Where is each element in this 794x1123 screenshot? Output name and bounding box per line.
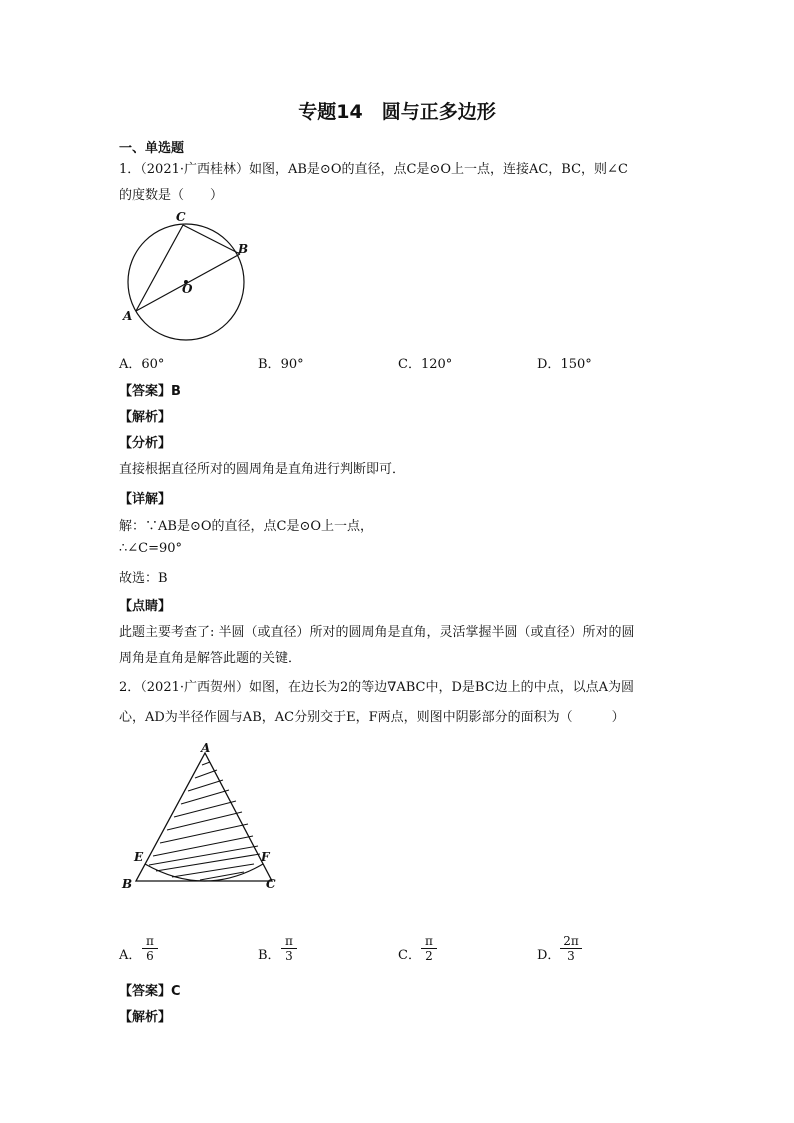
label-e: E [134, 850, 144, 864]
q1-comment-line2: 周角是直角是解答此题的关键． [119, 651, 302, 666]
q1-detail-line2: ∴∠C=90° [119, 541, 183, 556]
q2-analysis-heading: 【解析】 [119, 1010, 172, 1025]
label-o: O [182, 282, 193, 296]
label-b: B [238, 242, 249, 256]
label-b: B [122, 877, 133, 891]
page-title: 专题14 圆与正多边形 [298, 101, 496, 123]
q2-answer: 【答案】C [119, 984, 181, 999]
q2-option-c-key: C． [398, 948, 421, 963]
q1-detail-line1: 解：∵AB是⊙O的直径，点C是⊙O上一点， [119, 519, 373, 534]
q2-option-b-fraction: $\frac{\pi}{3}$ [281, 934, 297, 963]
label-c: C [176, 210, 186, 224]
q2-triangle-figure [120, 740, 290, 900]
q2-stem-line2: 心，AD为半径作圆与AB，AC分别交于E，F两点，则图中阴影部分的面积为（ ） [119, 710, 625, 725]
q1-comment-line1: 此题主要考查了: 半圆（或直径）所对的圆周角是直角，灵活掌握半圆（或直径）所对的圆 [119, 625, 635, 640]
section-heading: 一、单选题 [119, 141, 185, 156]
q2-option-a-fraction: $\frac{\pi}{6}$ [142, 934, 158, 963]
arc-ef [145, 864, 263, 881]
q2-option-d-key: D． [537, 948, 561, 963]
q1-fenxi-text: 直接根据直径所对的圆周角是直角进行判断即可． [119, 462, 406, 477]
q1-option-a: A．60° [119, 357, 165, 372]
q2-option-c-fraction: $\frac{\pi}{2}$ [421, 934, 437, 963]
q1-analysis-heading: 【解析】 [119, 410, 172, 425]
q2-option-a-key: A． [119, 948, 142, 963]
label-a: A [123, 309, 133, 323]
q1-option-d: D．150° [537, 357, 592, 372]
q1-option-c: C．120° [398, 357, 453, 372]
q2-option-b-key: B． [258, 948, 281, 963]
label-a: A [201, 741, 211, 755]
q1-option-b: B．90° [258, 357, 304, 372]
q1-stem-line2: 的度数是（ ） [119, 188, 224, 203]
q1-fenxi-heading: 【分析】 [119, 436, 172, 451]
q1-detail-line3: 故选：B [119, 571, 168, 586]
q1-answer: 【答案】B [119, 384, 181, 399]
q1-stem-line1: 1．（2021·广西桂林）如图，AB是⊙O的直径，点C是⊙O上一点，连接AC，BC，则∠C [119, 162, 628, 177]
triangle-abc [136, 753, 272, 881]
q1-comment-heading: 【点睛】 [119, 599, 172, 614]
q2-stem-line1: 2．（2021·广西贺州）如图，在边长为2的等边∇ABC中，D是BC边上的中点，以点A为圆 [119, 680, 635, 695]
label-c: C [266, 877, 276, 891]
shading-hatch [149, 762, 260, 880]
q1-detail-heading: 【详解】 [119, 492, 172, 507]
q1-circle-figure [120, 205, 260, 335]
q2-option-d-fraction: $\frac{2\pi}{3}$ [560, 934, 582, 963]
label-f: F [261, 850, 270, 864]
